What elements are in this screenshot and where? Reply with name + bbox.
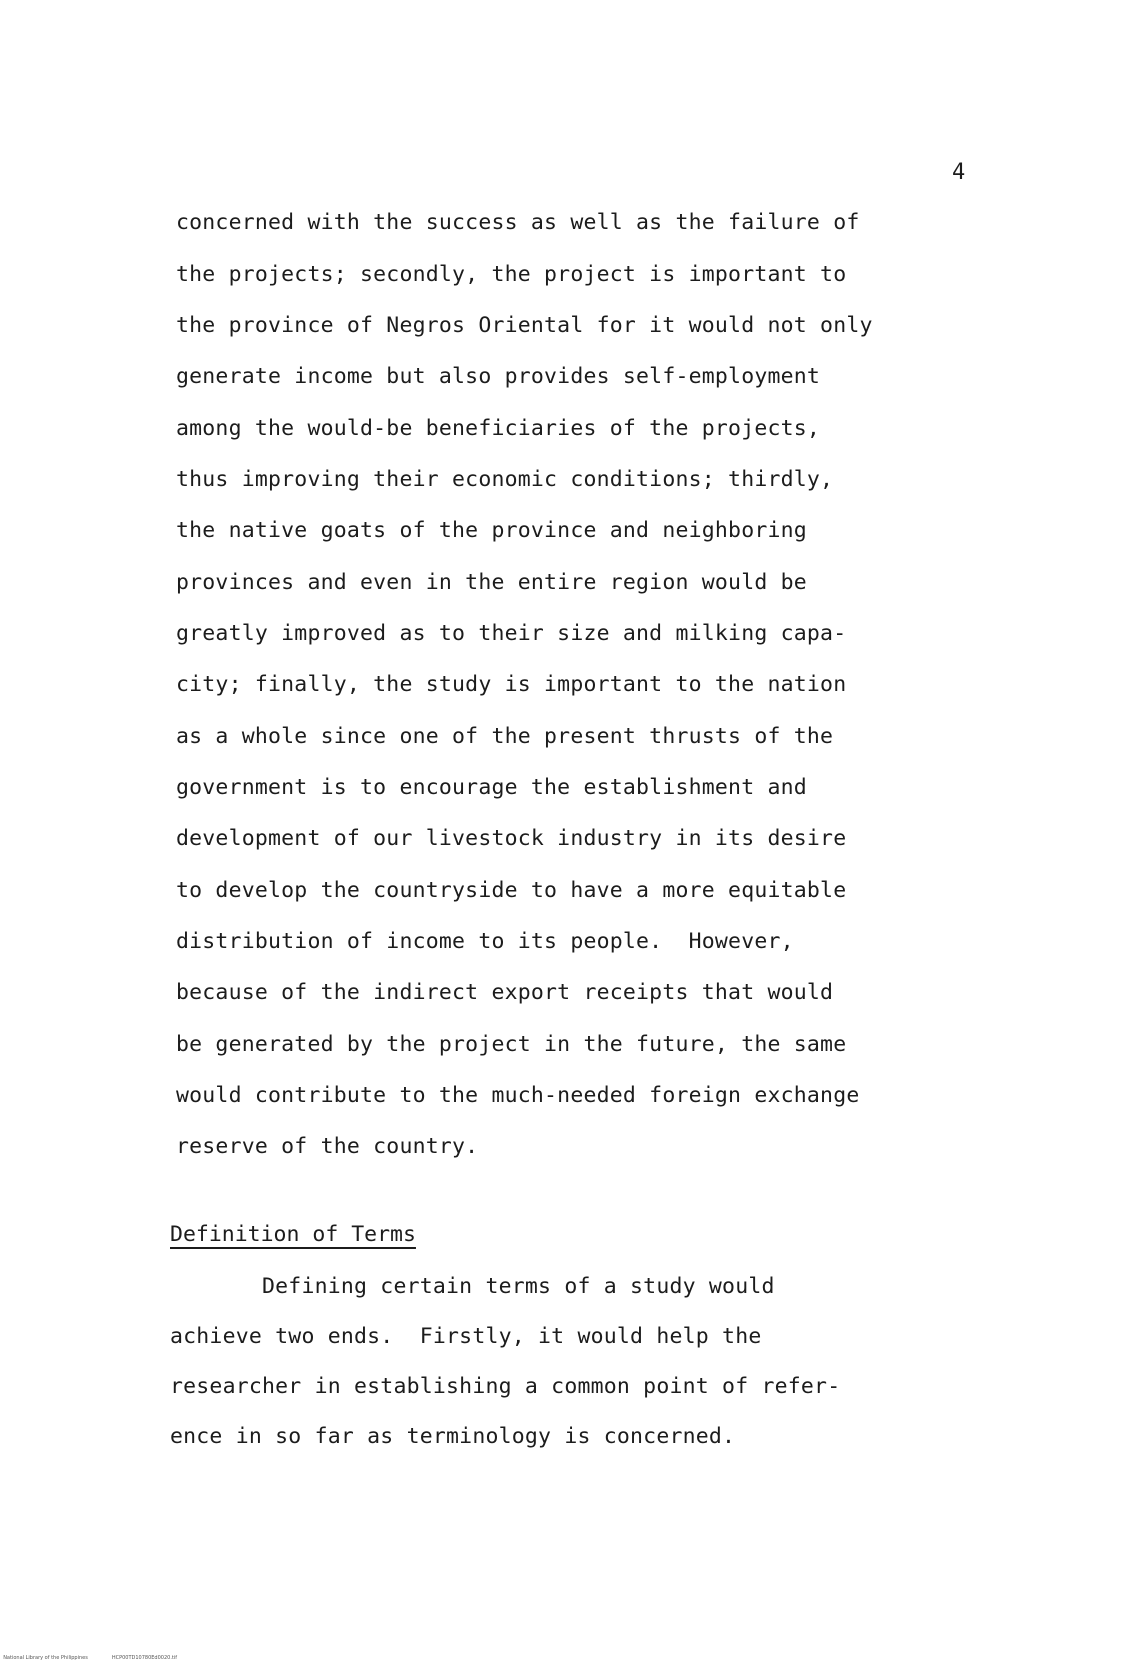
body-line: as a whole since one of the present thrusts of the xyxy=(176,724,834,749)
body-line: development of our livestock industry in its desire xyxy=(176,826,847,851)
body-line: greatly improved as to their size and milking capa- xyxy=(176,621,847,646)
body-line: the province of Negros Oriental for it would not only xyxy=(176,313,873,338)
section-heading: Definition of Terms xyxy=(170,1222,416,1247)
section-line: researcher in establishing a common point of refer- xyxy=(170,1374,841,1399)
body-line: be generated by the project in the future, the same xyxy=(176,1032,847,1057)
body-line: among the would-be beneficiaries of the projects, xyxy=(176,416,821,441)
page-number: 4 xyxy=(952,160,966,185)
body-line: reserve of the country. xyxy=(176,1134,479,1159)
section-line: achieve two ends. Firstly, it would help the xyxy=(170,1324,762,1349)
body-line: the native goats of the province and neighboring xyxy=(176,518,807,543)
body-line: city; finally, the study is important to the nation xyxy=(176,672,847,697)
body-line: would contribute to the much-needed foreign exchange xyxy=(176,1083,860,1108)
body-line: the projects; secondly, the project is important to xyxy=(176,262,847,287)
body-line: because of the indirect export receipts that would xyxy=(176,980,834,1005)
body-line: to develop the countryside to have a more equitable xyxy=(176,878,847,903)
footer-library: National Library of the Philippines xyxy=(3,1655,88,1661)
body-line: concerned with the success as well as the failure of xyxy=(176,210,860,235)
scan-footer xyxy=(0,1648,300,1662)
footer-file-id: HCP00TD10780Ed0020.tif xyxy=(111,1655,178,1661)
body-line: thus improving their economic conditions; thirdly, xyxy=(176,467,834,492)
body-line: government is to encourage the establishment and xyxy=(176,775,807,800)
body-line: generate income but also provides self-employment xyxy=(176,364,821,389)
body-line: provinces and even in the entire region would be xyxy=(176,570,807,595)
section-line: Defining certain terms of a study would xyxy=(170,1274,775,1299)
body-line: distribution of income to its people. However, xyxy=(176,929,794,954)
section-line: ence in so far as terminology is concerned. xyxy=(170,1424,736,1449)
